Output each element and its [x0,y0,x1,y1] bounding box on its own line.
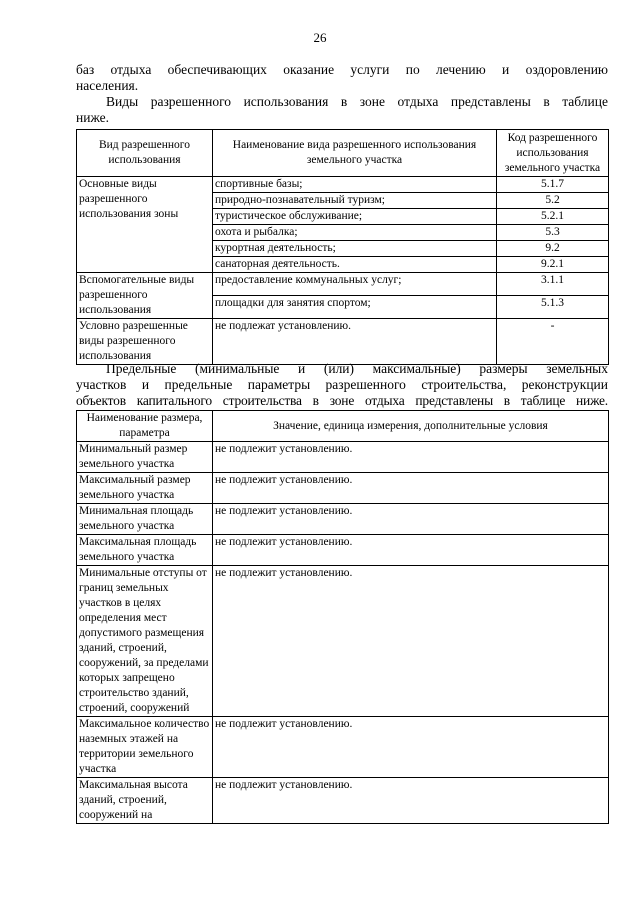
use-name: санаторная деятельность. [213,257,497,273]
intro-line: баз отдыха обеспечивающих оказание услуги по лечению и оздоровлению [76,62,608,77]
limits-line: объектов капитального строительства в зоне отдыха представлены в таблице ниже. [76,393,608,408]
use-code: 5.3 [497,225,609,241]
intro-line: ниже. [76,110,109,125]
header-value: Значение, единица измерения, дополнительные условия [213,411,609,442]
param-value: не подлежит установлению. [213,442,609,473]
param-value: не подлежит установлению. [213,778,609,824]
table-row [77,566,609,717]
use-name: площадки для занятия спортом; [213,296,497,319]
param-name: Максимальная площадь земельного участка [77,535,213,566]
param-name: Минимальные отступы от границ земельных участков в целях определения мест допустимого размещения зданий, строений, сооружений, за пределами которых запрещено строительство зданий, строений, сооружений [77,566,213,717]
intro-line: Виды разрешенного использования в зоне отдыха представлены в таблице [106,94,608,109]
auxiliary-uses-label: Вспомогательные виды разрешенного использования [77,273,213,319]
use-name: туристическое обслуживание; [213,209,497,225]
use-code: 5.2.1 [497,209,609,225]
use-code: - [497,319,609,365]
use-name: предоставление коммунальных услуг; [213,273,497,296]
param-name: Максимальная высота зданий, строений, сооружений на [77,778,213,824]
use-name: спортивные базы; [213,177,497,193]
use-name: курортная деятельность; [213,241,497,257]
table-row [77,273,609,296]
table-header-row [77,130,609,177]
use-code: 3.1.1 [497,273,609,296]
header-code: Код разрешенного использования земельного участка [497,130,609,177]
parameters-table [76,410,609,824]
use-code: 9.2 [497,241,609,257]
use-name: природно-познавательный туризм; [213,193,497,209]
intro-line: населения. [76,78,139,93]
table-row [77,717,609,778]
permitted-uses-table [76,129,609,365]
intro-paragraph [76,62,608,126]
param-value: не подлежит установлению. [213,566,609,717]
use-code: 5.1.7 [497,177,609,193]
table-row [77,504,609,535]
conditional-uses-label: Условно разрешенные виды разрешенного использования [77,319,213,365]
header-type: Вид разрешенного использования [77,130,213,177]
limits-line: Предельные (минимальные и (или) максимальные) размеры земельных [106,361,608,376]
param-name: Минимальный размер земельного участка [77,442,213,473]
param-value: не подлежит установлению. [213,535,609,566]
param-name: Минимальная площадь земельного участка [77,504,213,535]
table-row [77,442,609,473]
param-value: не подлежит установлению. [213,473,609,504]
table-row [77,177,609,193]
use-code: 9.2.1 [497,257,609,273]
param-name: Максимальный размер земельного участка [77,473,213,504]
limits-line: участков и предельные параметры разрешенного строительства, реконструкции [76,377,608,392]
use-code: 5.2 [497,193,609,209]
param-value: не подлежит установлению. [213,717,609,778]
header-name: Наименование вида разрешенного использования земельного участка [213,130,497,177]
table-header-row [77,411,609,442]
table-row [77,319,609,365]
table-row [77,473,609,504]
header-param: Наименование размера, параметра [77,411,213,442]
param-name: Максимальное количество наземных этажей на территории земельного участка [77,717,213,778]
limits-paragraph [76,361,608,409]
use-name: охота и рыбалка; [213,225,497,241]
param-value: не подлежит установлению. [213,504,609,535]
use-name: не подлежат установлению. [213,319,497,365]
use-code: 5.1.3 [497,296,609,319]
main-uses-label: Основные виды разрешенного использования зоны [77,177,213,273]
page-number: 26 [313,30,327,45]
table-row [77,535,609,566]
table-row [77,778,609,824]
